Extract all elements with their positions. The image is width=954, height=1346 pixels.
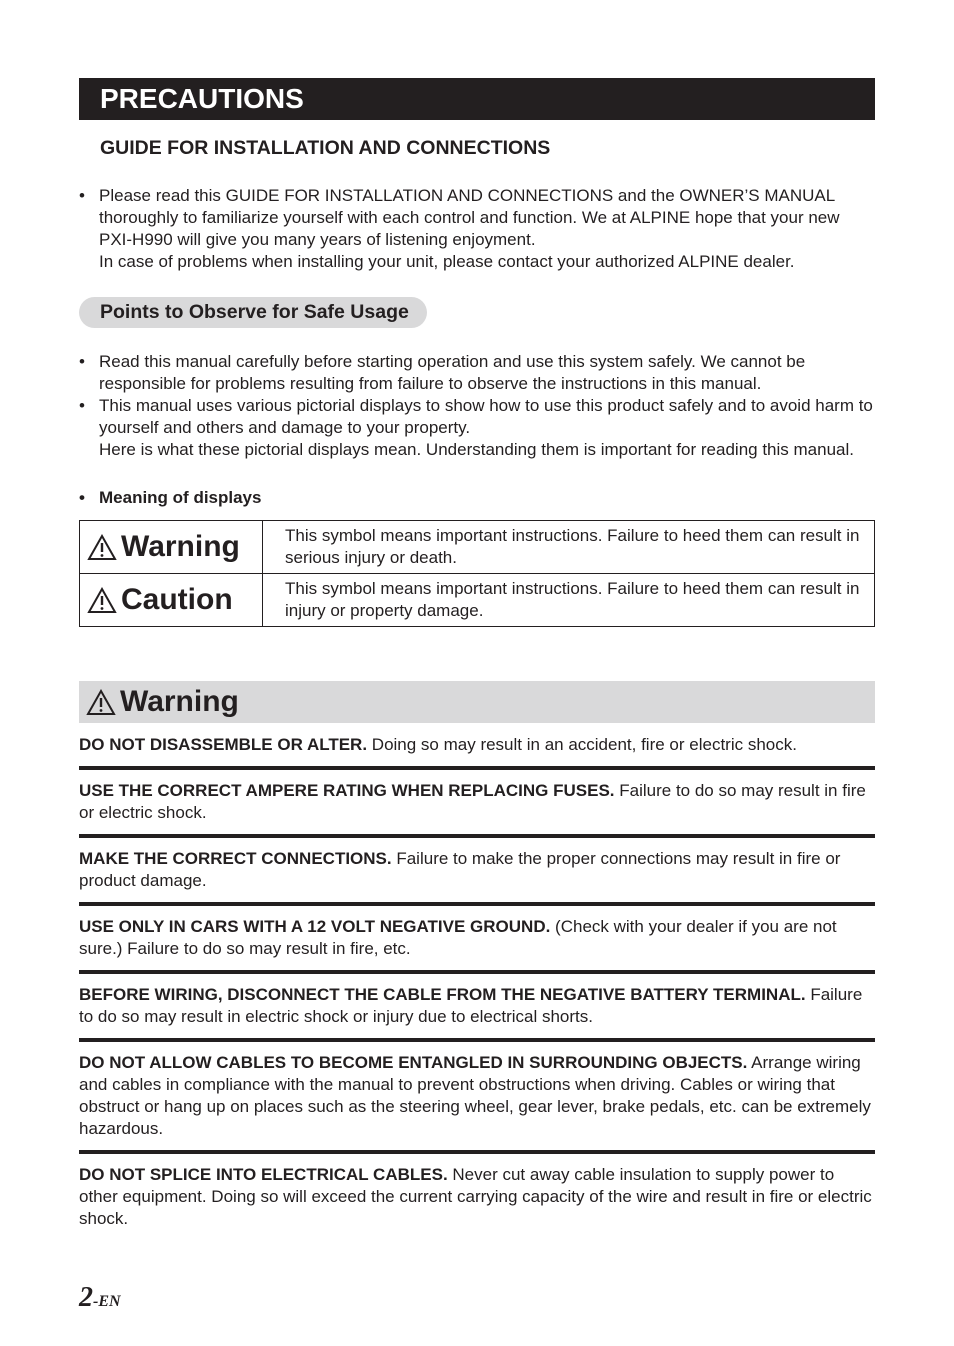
warning-item-text: (Check with your dealer if you are not sure.) Failure to do so may result in fire, etc.: [79, 917, 837, 958]
warning-item: [79, 770, 875, 838]
warning-item-heading: MAKE THE CORRECT CONNECTIONS.: [79, 849, 392, 868]
warning-item: [79, 1042, 875, 1154]
warning-item: [79, 906, 875, 974]
guide-paragraph-2: In case of problems when installing your unit, please contact your authorized ALPINE dealer.: [99, 252, 795, 271]
warning-item-text: Doing so may result in an accident, fire or electric shock.: [367, 735, 797, 754]
warning-item: [79, 838, 875, 906]
warning-item-heading: USE ONLY IN CARS WITH A 12 VOLT NEGATIVE GROUND.: [79, 917, 551, 936]
warning-triangle-icon: [87, 534, 117, 561]
display-symbol-cell: [80, 574, 263, 627]
bullet-dot: •: [79, 186, 85, 205]
displays-table: [79, 520, 875, 627]
display-label: Warning: [121, 530, 240, 563]
display-label: Caution: [121, 583, 233, 616]
warning-section-title: Warning: [120, 685, 239, 718]
table-row: [80, 521, 875, 574]
points-list: [79, 351, 875, 461]
warning-item-heading: DO NOT SPLICE INTO ELECTRICAL CABLES.: [79, 1165, 448, 1184]
points-heading: Points to Observe for Safe Usage: [79, 297, 427, 328]
guide-heading: GUIDE FOR INSTALLATION AND CONNECTIONS: [100, 137, 551, 159]
display-description: This symbol means important instructions. Failure to heed them can result in serious injury or death.: [263, 521, 875, 574]
warning-item: [79, 1154, 875, 1240]
title-bar: [79, 78, 875, 120]
warning-item: [79, 974, 875, 1042]
point-paragraph: Read this manual carefully before starting operation and use this system safely. We cannot be responsible for problems resulting from failure to observe the instructions in this manual.: [99, 352, 806, 393]
warning-item-text: Arrange wiring and cables in compliance with the manual to prevent obstructions when driving. Cables or wiring that obstruct or hang up on places such as the steering wheel, gear lever, brake pedals, etc. can be extremely hazardous.: [79, 1053, 871, 1138]
warning-item-heading: DO NOT DISASSEMBLE OR ALTER.: [79, 735, 368, 754]
meaning-label-row: [79, 487, 875, 509]
bullet-dot: •: [79, 396, 85, 415]
point-paragraph: This manual uses various pictorial displays to show how to use this product safely and to avoid harm to yourself and others and damage to your property.: [99, 396, 873, 437]
display-symbol-cell: [80, 521, 263, 574]
page-number-value: 2: [79, 1282, 93, 1313]
guide-bullet: [79, 185, 875, 273]
page-content: [79, 78, 875, 1240]
bullet-dot: •: [79, 488, 85, 507]
warning-item: [79, 723, 875, 770]
warning-item-heading: DO NOT ALLOW CABLES TO BECOME ENTANGLED IN SURROUNDING OBJECTS.: [79, 1053, 748, 1072]
guide-paragraph-1: Please read this GUIDE FOR INSTALLATION AND CONNECTIONS and the OWNER’S MANUAL thoroughly to familiarize yourself with each control and function. We at ALPINE hope that your new PXI-H990 will give you many years of listening enjoyment.: [99, 186, 840, 249]
warning-items: [79, 723, 875, 1240]
table-row: [80, 574, 875, 627]
warning-item-text: Never cut away cable insulation to supply power to other equipment. Doing so will exceed the current carrying capacity of the wire and result in fire or electric shock.: [79, 1165, 872, 1228]
point-paragraph: Here is what these pictorial displays mean. Understanding them is important for reading this manual.: [99, 440, 854, 459]
warning-section-header: [79, 681, 875, 723]
list-item: [79, 351, 875, 395]
meaning-label: Meaning of displays: [99, 488, 262, 507]
page-number-suffix: -EN: [93, 1293, 121, 1310]
warning-item-text: Failure to do so may result in electric shock or injury due to electrical shorts.: [79, 985, 863, 1026]
warning-item-text: Failure to make the proper connections may result in fire or product damage.: [79, 849, 841, 890]
warning-triangle-icon: [87, 587, 117, 614]
page-title: PRECAUTIONS: [100, 83, 304, 114]
display-description: This symbol means important instructions. Failure to heed them can result in injury or property damage.: [263, 574, 875, 627]
warning-item-heading: USE THE CORRECT AMPERE RATING WHEN REPLACING FUSES.: [79, 781, 615, 800]
warning-item-text: Failure to do so may result in fire or electric shock.: [79, 781, 866, 822]
warning-triangle-icon: [86, 689, 116, 716]
page-number: [79, 1282, 121, 1314]
list-item: [79, 395, 875, 461]
warning-item-heading: BEFORE WIRING, DISCONNECT THE CABLE FROM THE NEGATIVE BATTERY TERMINAL.: [79, 985, 806, 1004]
bullet-dot: •: [79, 352, 85, 371]
